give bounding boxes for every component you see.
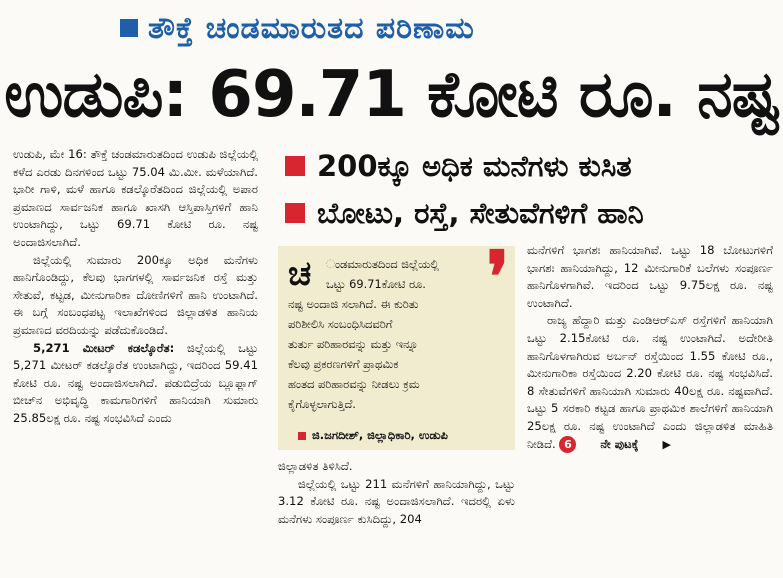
red-square-icon xyxy=(285,156,305,176)
subheadline-1-text: 200ಕ್ಕೂ ಅಧಿಕ ಮನೆಗಳು ಕುಸಿತ xyxy=(317,148,632,183)
col3-para-1: ಮನೆಗಳಿಗೆ ಭಾಗಶಃ ಹಾನಿಯಾಗಿವೆ. ಒಟ್ಟು 18 ಬೋಟುಗಳಿಗೆ ಭಾಗಶಃ ಹಾನಿಯಾಗಿದ್ದು, 12 ಮೀನುಗಾರಿಕೆ ಬಲೆಗಳು ಸಂಪೂರ್ಣ ಹಾನಿಗೊಳಗಾಗಿವೆ. ಇದರಿಂದ ಒಟ್ಟು 9.75ಲಕ್ಷ ರೂ. ನಷ್ಟ ಉಂಟಾಗಿದೆ. xyxy=(527,243,773,310)
arrow-right-icon: ▶ xyxy=(662,437,671,451)
subheadline-2-text: ಬೋಟು, ರಸ್ತೆ, ಸೇತುವೆಗಳಿಗೆ ಹಾನಿ xyxy=(317,195,644,230)
headline: ಉಡುಪಿ: 69.71 ಕೋಟಿ ರೂ. ನಷ್ಟ xyxy=(4,58,779,132)
attribution-text: ಜಿ.ಜಗದೀಶ್, ಜಿಲ್ಲಾಧಿಕಾರಿ, ಉಡುಪಿ xyxy=(312,428,448,442)
kicker-square-icon xyxy=(120,19,138,37)
subheadline-2 xyxy=(285,192,644,234)
col3-para-2-text: ರಾಜ್ಯ ಹೆದ್ದಾರಿ ಮತ್ತು ಎಂಡಿಆರ್‌ಎಸ್ ರಸ್ತೆಗಳಿಗೆ ಹಾನಿಯಾಗಿ ಒಟ್ಟು 2.15ಕೋಟಿ ರೂ. ನಷ್ಟ ಉಂಟಾಗಿದೆ. ಅದೇರೀತಿ ಹಾನಿಗೊಳಗಾಗಿರುವ ಅರ್ಬನ್ ರಸ್ತೆಯಿಂದ 1.55 ಕೋಟಿ ರೂ., ಮೀನುಗಾರಿಕಾ ರಸ್ತೆಯಿಂದ 2.20 ಕೋಟಿ ರೂ. ನಷ್ಟ ಸಂಭವಿಸಿದೆ. 8 ಸೇತುವೆಗಳಿಗೆ ಹಾನಿಯಾಗಿ ಸುಮಾರು 40ಲಕ್ಷ ರೂ. ನಷ್ಟವಾಗಿದೆ. ಒಟ್ಟು 5 ಸರಕಾರಿ ಕಟ್ಟಡ ಹಾಗೂ ಪ್ರಾಥಮಿಕ ಶಾಲೆಗಳಿಗೆ ಹಾನಿಯಾಗಿ 25ಲಕ್ಷ ರೂ. ನಷ್ಟ ಉಂಟಾಗಿದೆ ಎಂದು ಜಿಲ್ಲಾಡಳಿತ ಮಾಹಿತಿ ನೀಡಿದೆ. xyxy=(527,313,773,451)
red-bullet-icon xyxy=(298,432,306,440)
col1-para-3 xyxy=(13,340,258,428)
pull-quote-box xyxy=(278,235,515,450)
quote-line: ಕೈಗೊಳ್ಳಲಾಗುತ್ತಿದೆ. xyxy=(288,397,356,411)
continued-label: ನೇ ಪುಟಕ್ಕೆ xyxy=(600,436,639,451)
article-column-1 xyxy=(13,146,258,578)
quote-line: ಒಟ್ಟು 69.71ಕೋಟಿ ರೂ. xyxy=(326,277,426,291)
quote-attribution xyxy=(298,428,448,443)
quote-line: ಹಂತದ ಪರಿಹಾರವನ್ನು ನೀಡಲು ಕ್ರಮ xyxy=(288,377,420,391)
quote-mark-icon: ❜ xyxy=(486,235,509,318)
article-column-2 xyxy=(278,458,515,578)
subheadline-1 xyxy=(285,145,632,187)
article-column-3 xyxy=(527,242,773,578)
quote-line: ಕೆಲವು ಪ್ರಕರಣಗಳಿಗೆ ಪ್ರಾಥಮಿಕ xyxy=(288,357,399,371)
col1-subhead: 5,271 ಮೀಟರ್ ಕಡಲ್ಕೊರೆತ: xyxy=(33,340,175,355)
col1-para-3-text: ಜಿಲ್ಲೆಯಲ್ಲಿ ಒಟ್ಟು 5,271 ಮೀಟರ್ ಕಡಲ್ಕೊರೆತ ಉಂಟಾಗಿದ್ದು, ಇದರಿಂದ 59.41 ಕೋಟಿ ರೂ. ನಷ್ಟ ಅಂದಾಜಿಸಲಾಗಿದೆ. ಪಡುಬಿದ್ರೆಯ ಬ್ಲೂಫ್ಲಾಗ್ ಬೀಚ್‌ನ ಅಭಿವೃದ್ಧಿ ಕಾಮಗಾರಿಗಳಿಗೆ ಹಾನಿಯಾಗಿ ಸುಮಾರು 25.85ಲಕ್ಷ ರೂ. ನಷ್ಟ ಸಂಭವಿಸಿದೆ ಎಂದು xyxy=(13,340,258,425)
quote-line: ತುರ್ತು ಪರಿಹಾರವನ್ನು ಮತ್ತು ಇನ್ನೂ xyxy=(288,337,419,351)
page-number-badge: 6 xyxy=(559,436,576,453)
red-square-icon xyxy=(285,203,305,223)
col1-para-2: ಜಿಲ್ಲೆಯಲ್ಲಿ ಸುಮಾರು 200ಕ್ಕೂ ಅಧಿಕ ಮನೆಗಳು ಹಾನಿಗೊಂಡಿದ್ದು, ಕೆಲವು ಭಾಗಗಳಲ್ಲಿ ಸಾರ್ವಜನಿಕ ರಸ್ತೆ ಮತ್ತು ಸೇತುವೆ, ಕಟ್ಟಡ, ಮೀನುಗಾರಿಕಾ ದೋಣಿಗಳಿಗೆ ಹಾನಿ ಉಂಟಾಗಿದೆ. ಈ ಬಗ್ಗೆ ಸಂಬಂಧಪಟ್ಟ ಇಲಾಖೆಗಳಿಂದ ಜಿಲ್ಲಾಡಳಿತ ಹಾನಿಯ ಪ್ರಮಾಣದ ವರದಿಯನ್ನು ಪಡೆದುಕೊಂಡಿದೆ. xyxy=(13,252,258,337)
quote-line: ನಷ್ಟ ಅಂದಾಜಿ ಸಲಾಗಿದೆ. ಈ ಕುರಿತು xyxy=(288,297,419,311)
quote-dropcap: ಚ xyxy=(288,254,312,294)
kicker xyxy=(120,8,475,48)
quote-text xyxy=(288,254,483,414)
col2-para-2: ಜಿಲ್ಲೆಯಲ್ಲಿ ಒಟ್ಟು 211 ಮನೆಗಳಿಗೆ ಹಾನಿಯಾಗಿದ್ದು, ಒಟ್ಟು 3.12 ಕೋಟಿ ರೂ. ನಷ್ಟ ಅಂದಾಜಿಸಲಾಗಿದೆ. ಇದರಲ್ಲಿ ಏಳು ಮನೆಗಳು ಸಂಪೂರ್ಣ ಕುಸಿದಿದ್ದು, 204 xyxy=(278,476,515,526)
quote-line: ಪರಿಶೀಲಿಸಿ ಸಂಬಂಧಿಸಿದವರಿಗೆ xyxy=(288,317,393,331)
col2-para-1: ಜಿಲ್ಲಾಡಳಿತ ತಿಳಿಸಿದೆ. xyxy=(278,459,353,473)
kicker-text: ತೌಕ್ತೆ ಚಂಡಮಾರುತದ ಪರಿಣಾಮ xyxy=(148,10,475,46)
continued-on-page-link[interactable] xyxy=(559,436,671,454)
col1-para-1: ಉಡುಪಿ, ಮೇ 16: ತೌಕ್ತೆ ಚಂಡಮಾರುತದಿಂದ ಉಡುಪಿ ಜಿಲ್ಲೆಯಲ್ಲಿ ಕಳೆದ ಎರಡು ದಿನಗಳಿಂದ ಒಟ್ಟು 75.04 ಮಿ.ಮೀ. ಮಳೆಯಾಗಿದೆ. ಭಾರೀ ಗಾಳಿ, ಮಳೆ ಹಾಗೂ ಕಡಲ್ಕೊರೆತದಿಂದ ಜಿಲ್ಲೆಯಲ್ಲಿ ಅಪಾರ ಪ್ರಮಾಣದ ಸಾರ್ವಜನಿಕ ಹಾಗೂ ಖಾಸಗಿ ಆಸ್ತಿಪಾಸ್ತಿಗಳಿಗೆ ಹಾನಿ ಉಂಟಾಗಿದ್ದು, ಒಟ್ಟು 69.71 ಕೋಟಿ ರೂ. ನಷ್ಟ ಅಂದಾಜಿಸಲಾಗಿದೆ. xyxy=(13,147,258,249)
quote-line: ಂಡಮಾರುತದಿಂದ ಜಿಲ್ಲೆಯಲ್ಲಿ xyxy=(326,257,439,271)
col3-para-2 xyxy=(527,312,773,453)
